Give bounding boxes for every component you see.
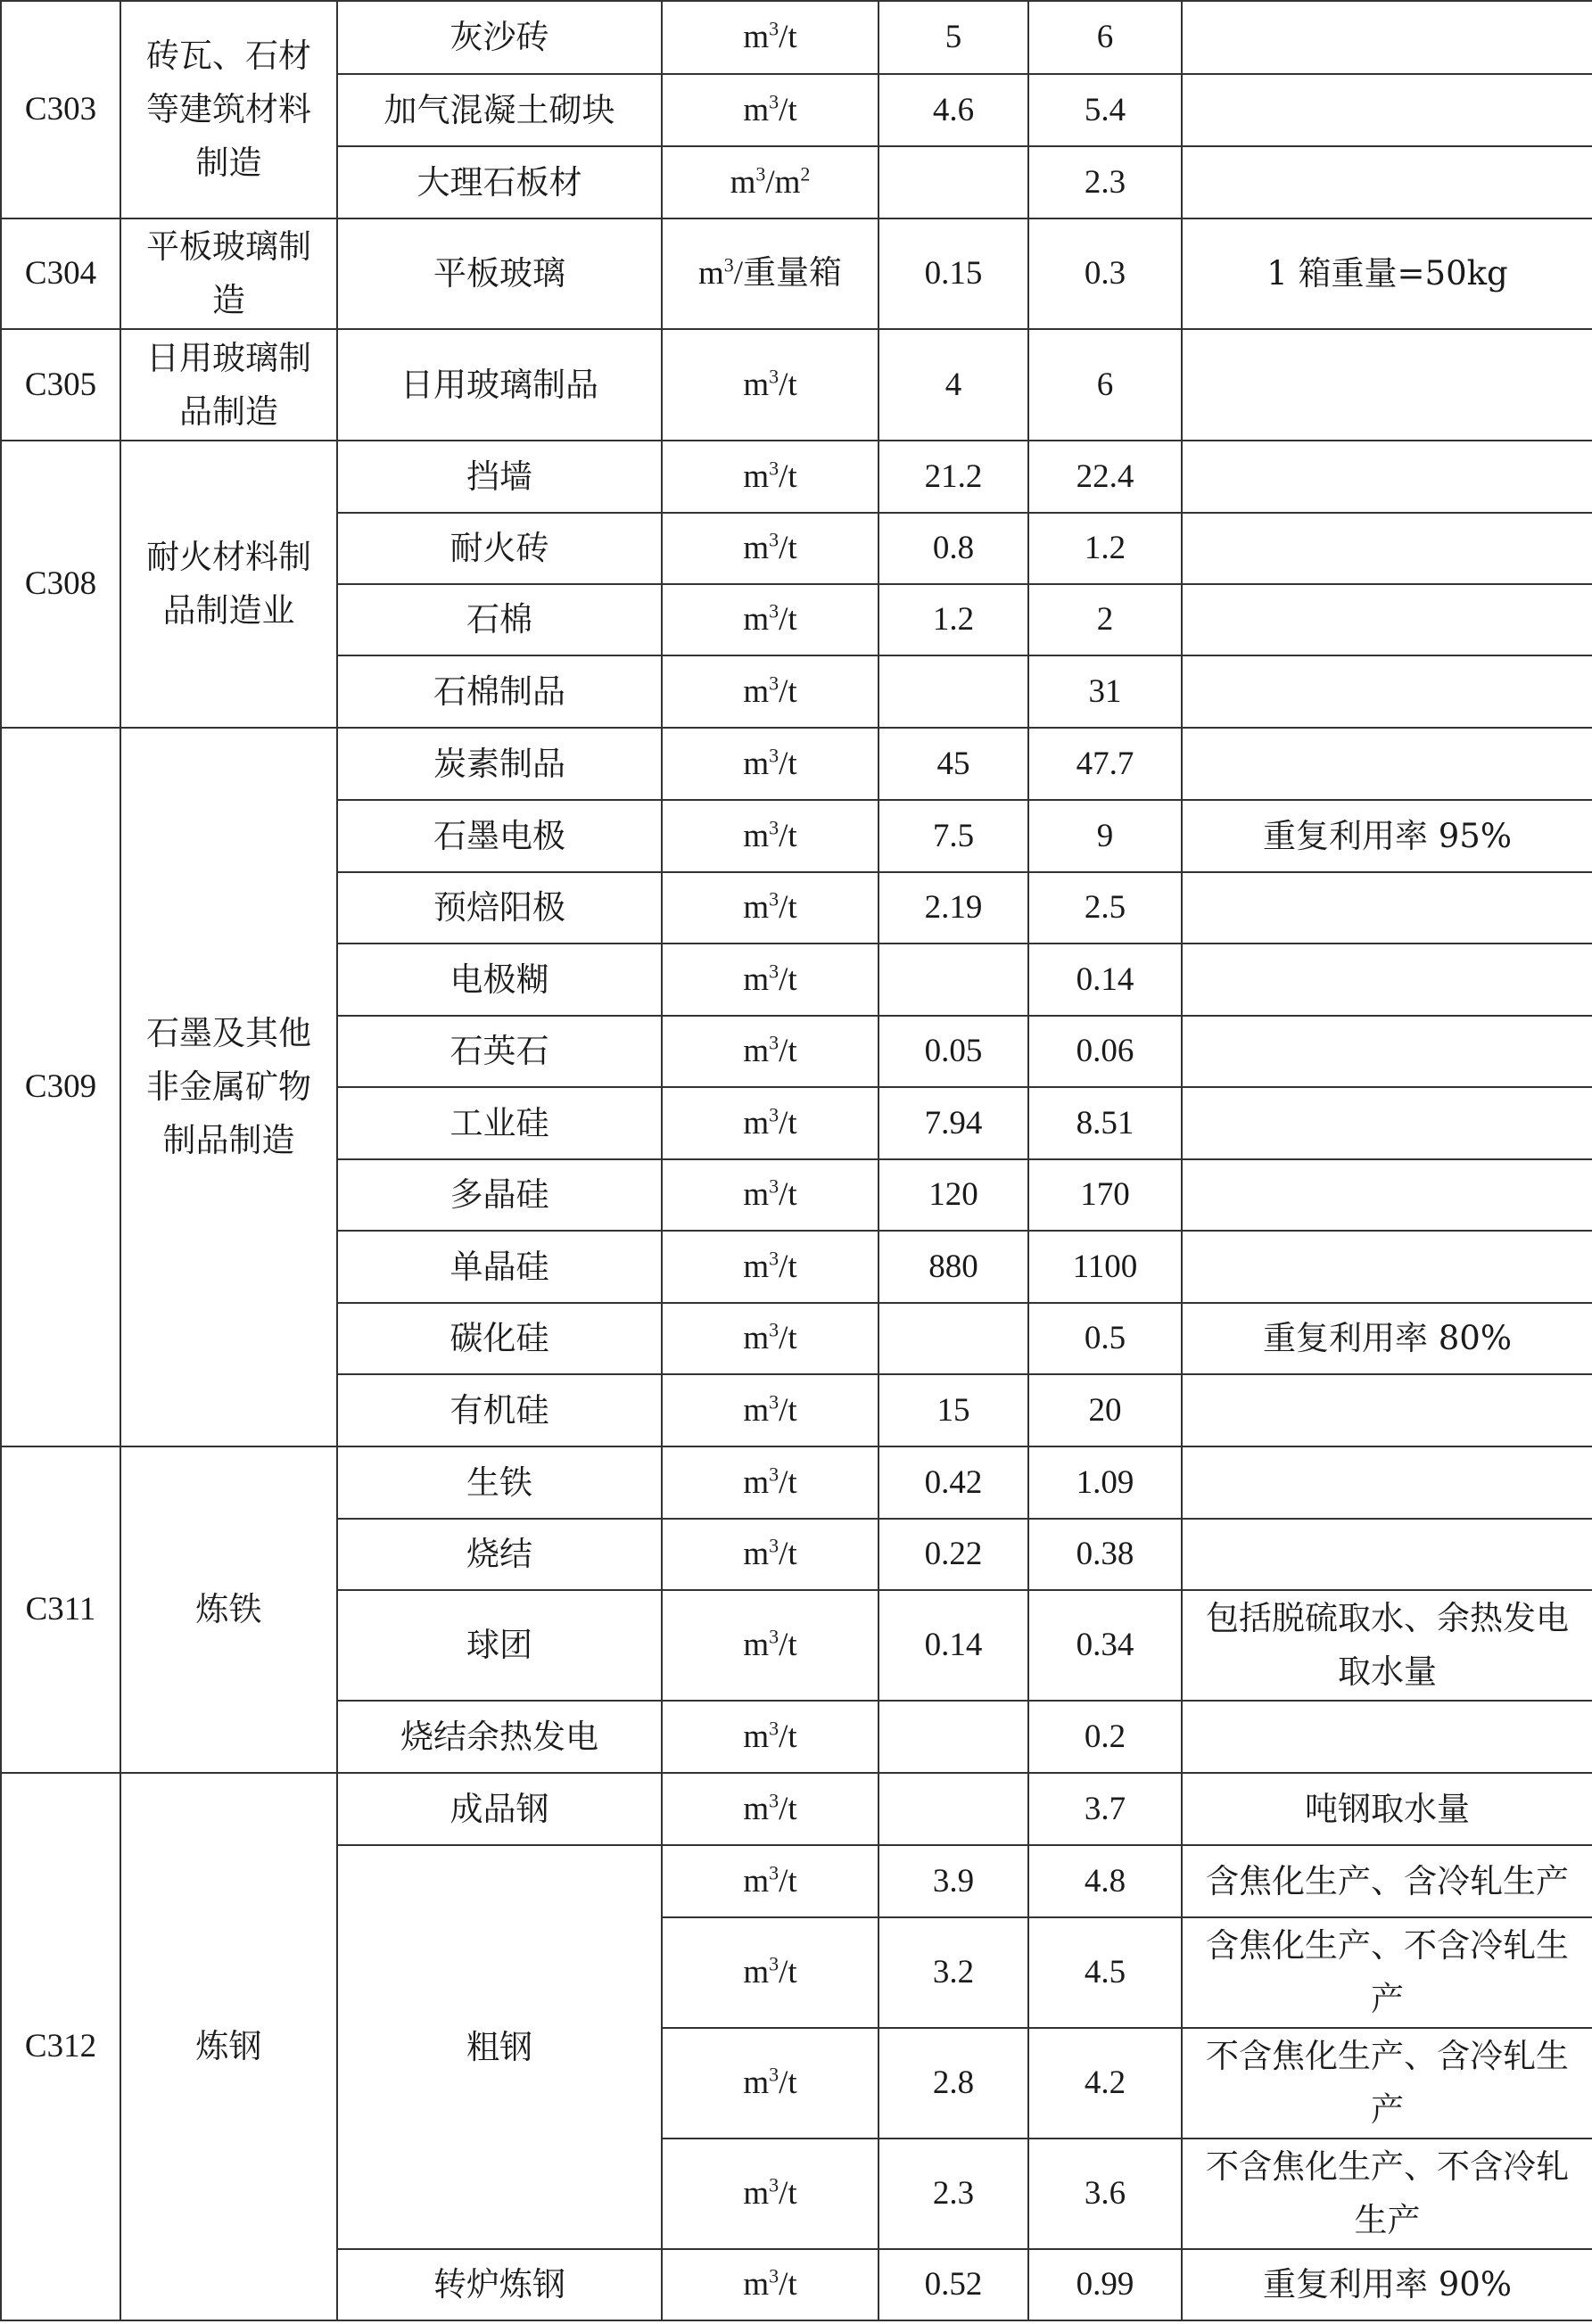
unit-cell: $m^3/t$ — [662, 1303, 878, 1374]
unit-cell: $m^3/t$ — [662, 872, 878, 944]
industry-code: C305 — [1, 329, 120, 441]
product-name: 日用玻璃制品 — [337, 329, 662, 441]
product-name: 炭素制品 — [337, 728, 662, 800]
unit-cell: $m^3/t$ — [662, 441, 878, 513]
unit-cell: $m^3/t$ — [662, 800, 878, 872]
value-1: 0.14 — [878, 1590, 1028, 1701]
value-2: 6 — [1028, 1, 1182, 74]
table-row — [1, 1773, 1592, 1845]
product-name: 预焙阳极 — [337, 872, 662, 944]
value-2: 0.38 — [1028, 1519, 1182, 1590]
value-1: 7.5 — [878, 800, 1028, 872]
value-2: 1100 — [1028, 1231, 1182, 1303]
table-row — [1, 441, 1592, 513]
value-2: 3.7 — [1028, 1773, 1182, 1845]
note-cell — [1182, 584, 1592, 655]
value-1: 0.22 — [878, 1519, 1028, 1590]
unit-cell: $m^3/t$ — [662, 655, 878, 728]
value-1: 3.2 — [878, 1917, 1028, 2028]
value-1: 0.42 — [878, 1446, 1028, 1519]
value-1: 4 — [878, 329, 1028, 441]
table-row — [1, 728, 1592, 800]
industry-code: C303 — [1, 1, 120, 218]
unit-cell: $m^3/t$ — [662, 1087, 878, 1159]
value-1: 4.6 — [878, 74, 1028, 146]
value-2: 0.34 — [1028, 1590, 1182, 1701]
note-cell: 吨钢取水量 — [1182, 1773, 1592, 1845]
value-2: 20 — [1028, 1374, 1182, 1446]
product-name: 石英石 — [337, 1016, 662, 1087]
unit-cell: $m^3/t$ — [662, 728, 878, 800]
value-1: 1.2 — [878, 584, 1028, 655]
product-name: 烧结 — [337, 1519, 662, 1590]
industry-name: 平板玻璃制造 — [120, 218, 337, 329]
value-2: 3.6 — [1028, 2139, 1182, 2249]
unit-cell: $m^3/t$ — [662, 1016, 878, 1087]
note-cell — [1182, 146, 1592, 218]
note-cell: 包括脱硫取水、余热发电取水量 — [1182, 1590, 1592, 1701]
value-2: 4.2 — [1028, 2028, 1182, 2139]
unit-cell: $m^3/t$ — [662, 1590, 878, 1701]
industry-code: C311 — [1, 1446, 120, 1773]
unit-cell: $m^3/t$ — [662, 1446, 878, 1519]
value-1: 0.05 — [878, 1016, 1028, 1087]
industry-code: C309 — [1, 728, 120, 1446]
value-1: 3.9 — [878, 1845, 1028, 1917]
value-2: 2.3 — [1028, 146, 1182, 218]
note-cell — [1182, 1374, 1592, 1446]
note-cell — [1182, 513, 1592, 584]
unit-cell: $m^3/t$ — [662, 2028, 878, 2139]
value-1: 0.52 — [878, 2249, 1028, 2320]
unit-cell: $m^3/t$ — [662, 944, 878, 1016]
unit-cell: $m^3/t$ — [662, 1374, 878, 1446]
unit-cell: $m^3/t$ — [662, 2139, 878, 2249]
product-name: 转炉炼钢 — [337, 2249, 662, 2320]
note-cell: 1 箱重量=50kg — [1182, 218, 1592, 329]
value-2: 2.5 — [1028, 872, 1182, 944]
note-cell — [1182, 1016, 1592, 1087]
note-cell — [1182, 441, 1592, 513]
value-1: 120 — [878, 1159, 1028, 1231]
unit-cell: $m^3/t$ — [662, 1773, 878, 1845]
value-2: 31 — [1028, 655, 1182, 728]
product-name: 灰沙砖 — [337, 1, 662, 74]
value-1 — [878, 655, 1028, 728]
product-name: 电极糊 — [337, 944, 662, 1016]
unit-cell: $m^3/t$ — [662, 329, 878, 441]
product-name: 挡墙 — [337, 441, 662, 513]
product-name: 有机硅 — [337, 1374, 662, 1446]
value-2: 0.99 — [1028, 2249, 1182, 2320]
product-name: 加气混凝土砌块 — [337, 74, 662, 146]
value-2: 47.7 — [1028, 728, 1182, 800]
product-name: 碳化硅 — [337, 1303, 662, 1374]
unit-cell: $m^3/t$ — [662, 1701, 878, 1773]
value-2: 22.4 — [1028, 441, 1182, 513]
value-1 — [878, 1303, 1028, 1374]
value-1: 2.3 — [878, 2139, 1028, 2249]
product-name: 单晶硅 — [337, 1231, 662, 1303]
value-2: 170 — [1028, 1159, 1182, 1231]
value-2: 0.14 — [1028, 944, 1182, 1016]
table-row — [1, 329, 1592, 441]
unit-cell: $m^3/t$ — [662, 584, 878, 655]
unit-cell: $m^3/t$ — [662, 1159, 878, 1231]
table-row — [1, 1, 1592, 74]
industry-code: C312 — [1, 1773, 120, 2320]
product-name: 多晶硅 — [337, 1159, 662, 1231]
value-1: 0.8 — [878, 513, 1028, 584]
industry-code: C308 — [1, 441, 120, 728]
note-cell: 含焦化生产、不含冷轧生产 — [1182, 1917, 1592, 2028]
value-2: 1.2 — [1028, 513, 1182, 584]
note-cell — [1182, 1159, 1592, 1231]
note-cell — [1182, 728, 1592, 800]
value-1: 7.94 — [878, 1087, 1028, 1159]
value-2: 6 — [1028, 329, 1182, 441]
product-name: 石墨电极 — [337, 800, 662, 872]
value-2: 0.5 — [1028, 1303, 1182, 1374]
unit-cell: $m^3/$重量箱 — [662, 218, 878, 329]
note-cell — [1182, 944, 1592, 1016]
value-2: 9 — [1028, 800, 1182, 872]
note-cell: 重复利用率 90% — [1182, 2249, 1592, 2320]
value-1: 45 — [878, 728, 1028, 800]
industry-name: 石墨及其他非金属矿物制品制造 — [120, 728, 337, 1446]
unit-cell: $m^3/t$ — [662, 513, 878, 584]
value-2: 4.8 — [1028, 1845, 1182, 1917]
note-cell — [1182, 329, 1592, 441]
value-1: 880 — [878, 1231, 1028, 1303]
value-2: 1.09 — [1028, 1446, 1182, 1519]
value-1: 0.15 — [878, 218, 1028, 329]
unit-cell: $m^3/t$ — [662, 1519, 878, 1590]
note-cell — [1182, 74, 1592, 146]
product-name: 烧结余热发电 — [337, 1701, 662, 1773]
product-name: 石棉制品 — [337, 655, 662, 728]
industry-name: 砖瓦、石材等建筑材料制造 — [120, 1, 337, 218]
note-cell — [1182, 1231, 1592, 1303]
value-1 — [878, 146, 1028, 218]
product-name: 成品钢 — [337, 1773, 662, 1845]
note-cell — [1182, 1701, 1592, 1773]
unit-cell: $m^3/t$ — [662, 1231, 878, 1303]
product-name: 粗钢 — [337, 1845, 662, 2249]
industry-name: 日用玻璃制品制造 — [120, 329, 337, 441]
product-name: 生铁 — [337, 1446, 662, 1519]
note-cell: 重复利用率 95% — [1182, 800, 1592, 872]
table-row — [1, 1446, 1592, 1519]
value-1: 15 — [878, 1374, 1028, 1446]
product-name: 大理石板材 — [337, 146, 662, 218]
value-1: 2.8 — [878, 2028, 1028, 2139]
product-name: 工业硅 — [337, 1087, 662, 1159]
value-1: 2.19 — [878, 872, 1028, 944]
industry-code: C304 — [1, 218, 120, 329]
value-1 — [878, 1701, 1028, 1773]
value-1: 21.2 — [878, 441, 1028, 513]
value-2: 0.06 — [1028, 1016, 1182, 1087]
unit-cell: $m^3/t$ — [662, 1845, 878, 1917]
unit-cell: $m^3/t$ — [662, 1917, 878, 2028]
industry-name: 炼钢 — [120, 1773, 337, 2320]
industry-name: 耐火材料制品制造业 — [120, 441, 337, 728]
note-cell — [1182, 872, 1592, 944]
value-1: 5 — [878, 1, 1028, 74]
note-cell: 重复利用率 80% — [1182, 1303, 1592, 1374]
value-2: 4.5 — [1028, 1917, 1182, 2028]
product-name: 耐火砖 — [337, 513, 662, 584]
note-cell — [1182, 1519, 1592, 1590]
note-cell — [1182, 655, 1592, 728]
value-1 — [878, 1773, 1028, 1845]
value-2: 5.4 — [1028, 74, 1182, 146]
note-cell — [1182, 1, 1592, 74]
unit-cell: $m^3/t$ — [662, 74, 878, 146]
value-1 — [878, 944, 1028, 1016]
note-cell: 不含焦化生产、含冷轧生产 — [1182, 2028, 1592, 2139]
table-row — [1, 218, 1592, 329]
value-2: 0.3 — [1028, 218, 1182, 329]
note-cell: 不含焦化生产、不含冷轧生产 — [1182, 2139, 1592, 2249]
product-name: 石棉 — [337, 584, 662, 655]
product-name: 球团 — [337, 1590, 662, 1701]
product-name: 平板玻璃 — [337, 218, 662, 329]
unit-cell: $m^3/t$ — [662, 1, 878, 74]
note-cell — [1182, 1446, 1592, 1519]
value-2: 0.2 — [1028, 1701, 1182, 1773]
value-2: 2 — [1028, 584, 1182, 655]
unit-cell: $m^3/t$ — [662, 2249, 878, 2320]
industry-name: 炼铁 — [120, 1446, 337, 1773]
unit-cell: $m^3/m^2$ — [662, 146, 878, 218]
value-2: 8.51 — [1028, 1087, 1182, 1159]
note-cell: 含焦化生产、含冷轧生产 — [1182, 1845, 1592, 1917]
note-cell — [1182, 1087, 1592, 1159]
